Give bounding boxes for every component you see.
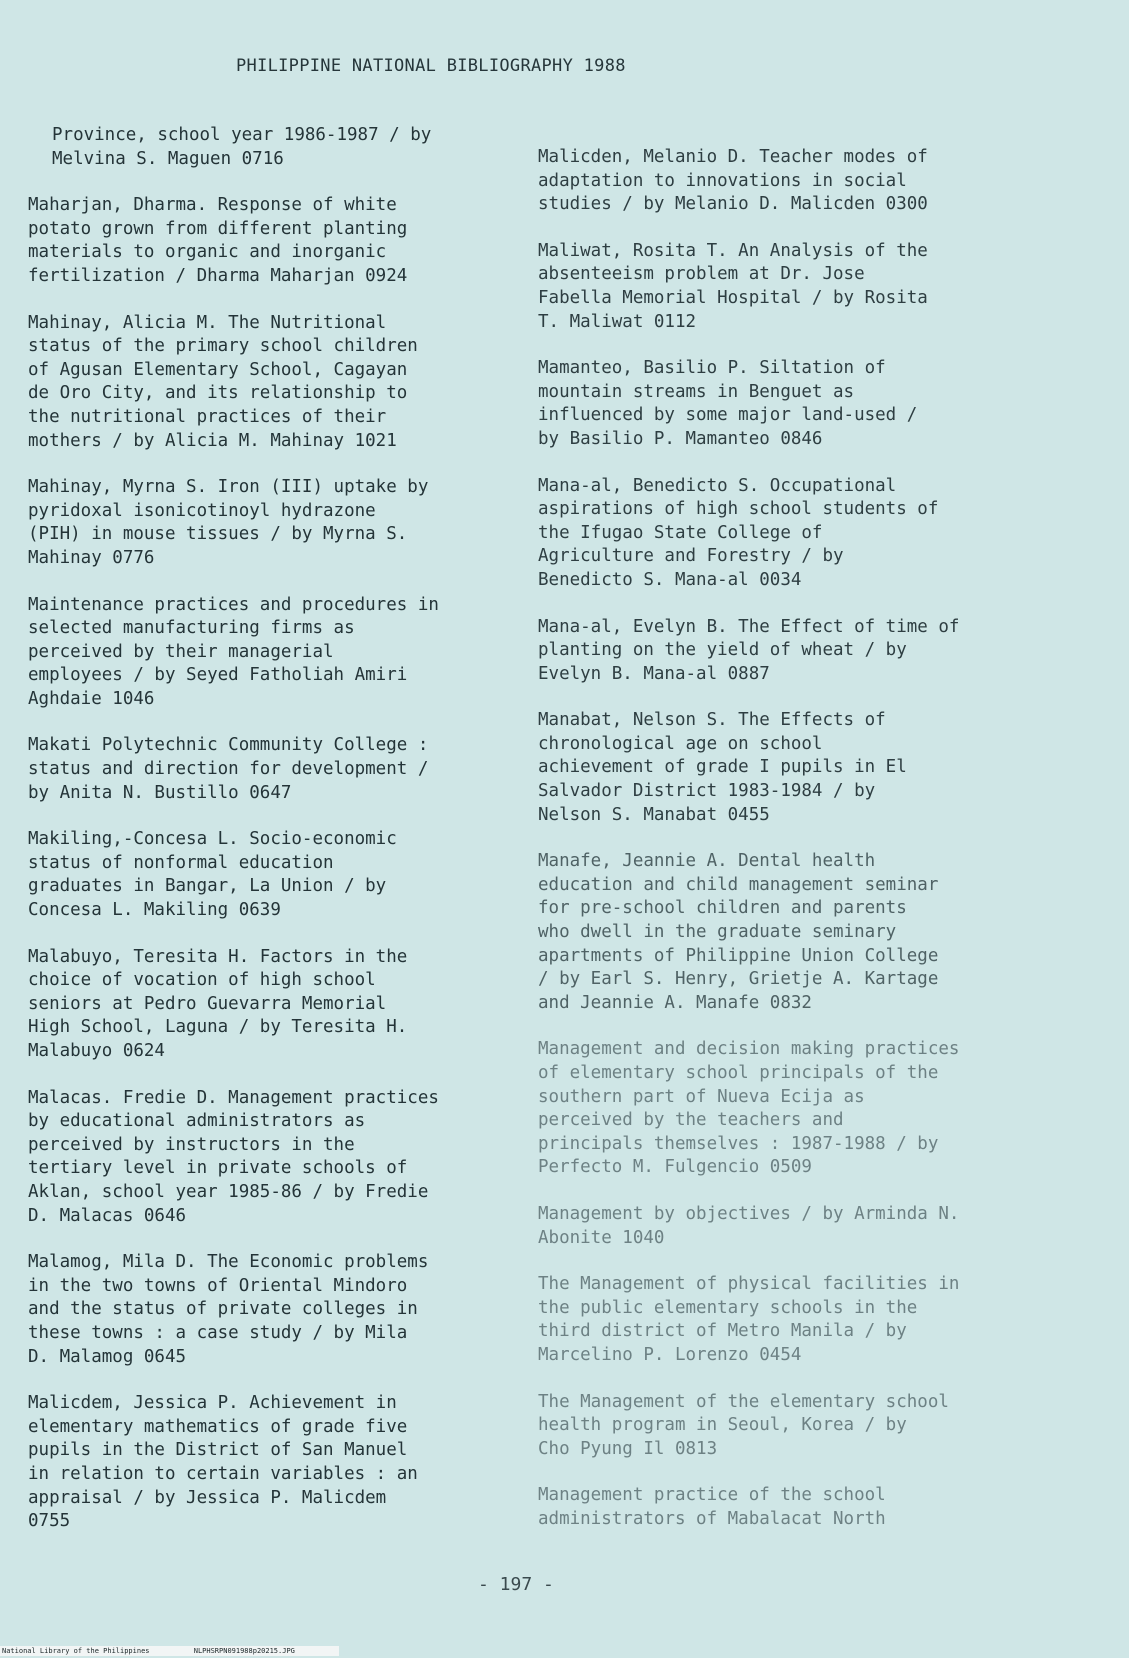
entry-line: appraisal / by Jessica P. Malicdem [28,1487,387,1508]
entry-line: Salvador District 1983-1984 / by [538,781,876,802]
entry-line: Aklan, school year 1985-86 / by Fredie [28,1181,429,1202]
entry-line: Evelyn B. Mana-al 0887 [538,663,770,684]
bibliography-entry [538,616,1013,687]
entry-line: these towns : a case study / by Mila [28,1322,408,1343]
entry-line: Management and decision making practices [538,1039,960,1060]
entry-line: Mana-al, Benedicto S. Occupational [538,475,897,496]
entry-line: Perfecto M. Fulgencio 0509 [538,1157,812,1178]
bibliography-entry [28,124,503,171]
scan-credit [0,1646,339,1656]
entry-line: studies / by Melanio D. Malicden 0300 [538,194,928,215]
entry-line: Mamanteo, Basilio P. Siltation of [538,358,886,379]
entry-line: influenced by some major land-used / [538,405,918,426]
bibliography-entry [28,946,503,1064]
bibliography-entry [28,476,503,570]
entry-line: absenteeism problem at Dr. Jose [538,264,865,285]
entry-line: Mahinay 0776 [28,547,155,568]
bibliography-entry [28,594,503,712]
bibliography-entry [538,850,1013,1015]
entry-line: Maliwat, Rosita T. An Analysis of the [538,240,928,261]
bibliography-entry [538,1273,1013,1367]
bibliography-entry [538,357,1013,451]
bibliography-entry [28,194,503,288]
entry-line: by Basilio P. Mamanteo 0846 [538,428,823,449]
entry-line: Malicdem, Jessica P. Achievement in [28,1393,397,1414]
entry-line: of Agusan Elementary School, Cagayan [28,359,408,380]
entry-line: Malamog, Mila D. The Economic problems [28,1252,429,1273]
bibliography-entry [538,1391,1013,1462]
entry-line: de Oro City, and its relationship to [28,383,408,404]
entry-line: the Ifugao State College of [538,522,823,543]
entry-line: seniors at Pedro Guevarra Memorial [28,993,387,1014]
entry-line: pyridoxal isonicotinoyl hydrazone [28,500,376,521]
entry-line: principals themselves : 1987-1988 / by [538,1133,939,1154]
bibliography-entry [538,1038,1013,1180]
entry-line: education and child management seminar [538,874,939,895]
entry-line: Mana-al, Evelyn B. The Effect of time of [538,616,960,637]
entry-line: materials to organic and inorganic [28,242,387,263]
entry-line: Melvina S. Maguen 0716 [52,148,284,169]
entry-line: elementary mathematics of grade five [28,1416,408,1437]
entry-line: Province, school year 1986-1987 / by [52,125,432,145]
bibliography-entry [538,709,1013,827]
entry-line: the public elementary schools in the [538,1297,918,1318]
entry-line: Cho Pyung Il 0813 [538,1438,718,1459]
entry-line: T. Maliwat 0112 [538,311,697,332]
entry-line: pupils in the District of San Manuel [28,1440,408,1461]
entry-line: status and direction for development / [28,759,429,780]
entry-line: fertilization / Dharma Maharjan 0924 [28,265,408,286]
entry-line: D. Malamog 0645 [28,1346,187,1367]
entry-line: of elementary school principals of the [538,1063,939,1083]
entry-line: tertiary level in private schools of [28,1158,408,1179]
entry-line: perceived by their managerial [28,641,334,662]
entry-line: Manabat, Nelson S. The Effects of [538,710,886,731]
bibliography-entry [28,1392,503,1534]
entry-line: Agriculture and Forestry / by [538,546,844,567]
entry-line: mothers / by Alicia M. Mahinay 1021 [28,430,397,451]
bibliography-entry [28,828,503,922]
entry-line: health program in Seoul, Korea / by [538,1415,907,1436]
bibliography-entry [28,734,503,805]
entry-line: (PIH) in mouse tissues / by Myrna S. [28,524,408,545]
entry-line: chronological age on school [538,733,823,754]
bibliography-entry [28,1087,503,1229]
entry-line: Management by objectives / by Arminda N. [538,1203,960,1224]
entry-line: Maharjan, Dharma. Response of white [28,195,397,216]
entry-line: by educational administrators as [28,1111,366,1132]
entry-line: Makati Polytechnic Community College : [28,735,429,756]
entry-line: Mahinay, Alicia M. The Nutritional [28,312,387,333]
bibliography-entry [28,312,503,454]
entry-line: achievement of grade I pupils in El [538,757,907,778]
page-number: - 197 - [478,1574,554,1595]
entry-line: Abonite 1040 [538,1227,665,1248]
entry-line: D. Malacas 0646 [28,1205,187,1226]
entry-line: / by Earl S. Henry, Grietje A. Kartage [538,969,939,990]
entry-line: adaptation to innovations in social [538,170,907,191]
credit-file: NLPHSRPN091988p20215.JPG [193,1647,295,1655]
entry-line: High School, Laguna / by Teresita H. [28,1017,408,1038]
entry-line: apartments of Philippine Union College [538,945,939,966]
entry-line: 0755 [28,1511,71,1532]
entry-line: perceived by the teachers and [538,1110,844,1131]
entry-line: Nelson S. Manabat 0455 [538,804,770,825]
entry-line: potato grown from different planting [28,218,408,239]
left-column [28,124,503,1557]
entry-line: Fabella Memorial Hospital / by Rosita [538,287,928,308]
entry-line: Malabuyo 0624 [28,1041,165,1061]
entry-line: perceived by instructors in the [28,1134,355,1155]
entry-line: The Management of the elementary school [538,1391,949,1412]
entry-line: Manafe, Jeannie A. Dental health [538,851,876,872]
bibliography-entry [538,475,1013,593]
entry-line: Maintenance practices and procedures in [28,594,439,615]
bibliography-entry [538,1484,1013,1531]
entry-line: The Management of physical facilities in [538,1274,960,1295]
bibliography-entry [538,240,1013,334]
credit-institution: National Library of the Philippines [2,1647,150,1655]
entry-line: graduates in Bangar, La Union / by [28,876,387,897]
entry-line: administrators of Mabalacat North [538,1508,886,1529]
entry-line: status of nonformal education [28,852,334,873]
bibliography-entry [538,1203,1013,1250]
entry-line: Malacas. Fredie D. Management practices [28,1087,439,1108]
entry-line: third district of Metro Manila / by [538,1321,907,1342]
entry-line: the nutritional practices of their [28,406,387,427]
right-column [538,146,1013,1555]
entry-line: for pre-school children and parents [538,898,907,919]
entry-line: southern part of Nueva Ecija as [538,1086,865,1107]
entry-line: by Anita N. Bustillo 0647 [28,782,292,803]
entry-line: in the two towns of Oriental Mindoro [28,1275,408,1296]
entry-line: Benedicto S. Mana-al 0034 [538,569,802,590]
entry-line: who dwell in the graduate seminary [538,922,897,943]
entry-line: Malicden, Melanio D. Teacher modes of [538,147,928,167]
entry-line: Mahinay, Myrna S. Iron (III) uptake by [28,477,429,498]
entry-line: Concesa L. Makiling 0639 [28,900,281,921]
entry-line: Makiling,-Concesa L. Socio-economic [28,829,397,850]
entry-line: in relation to certain variables : an [28,1463,418,1484]
entry-line: aspirations of high school students of [538,499,939,520]
entry-line: and Jeannie A. Manafe 0832 [538,992,812,1013]
bibliography-entry [538,146,1013,217]
entry-line: status of the primary school children [28,336,418,357]
entry-line: Management practice of the school [538,1485,886,1506]
entry-line: Malabuyo, Teresita H. Factors in the [28,946,408,967]
entry-line: choice of vocation of high school [28,970,376,991]
entry-line: Aghdaie 1046 [28,688,155,709]
entry-line: employees / by Seyed Fatholiah Amiri [28,665,408,686]
entry-line: mountain streams in Benguet as [538,381,855,402]
bibliography-entry [28,1251,503,1369]
page-title: PHILIPPINE NATIONAL BIBLIOGRAPHY 1988 [236,56,626,76]
entry-line: planting on the yield of wheat / by [538,640,907,661]
entry-line: and the status of private colleges in [28,1299,418,1320]
entry-line: Marcelino P. Lorenzo 0454 [538,1344,802,1365]
entry-line: selected manufacturing firms as [28,618,355,639]
